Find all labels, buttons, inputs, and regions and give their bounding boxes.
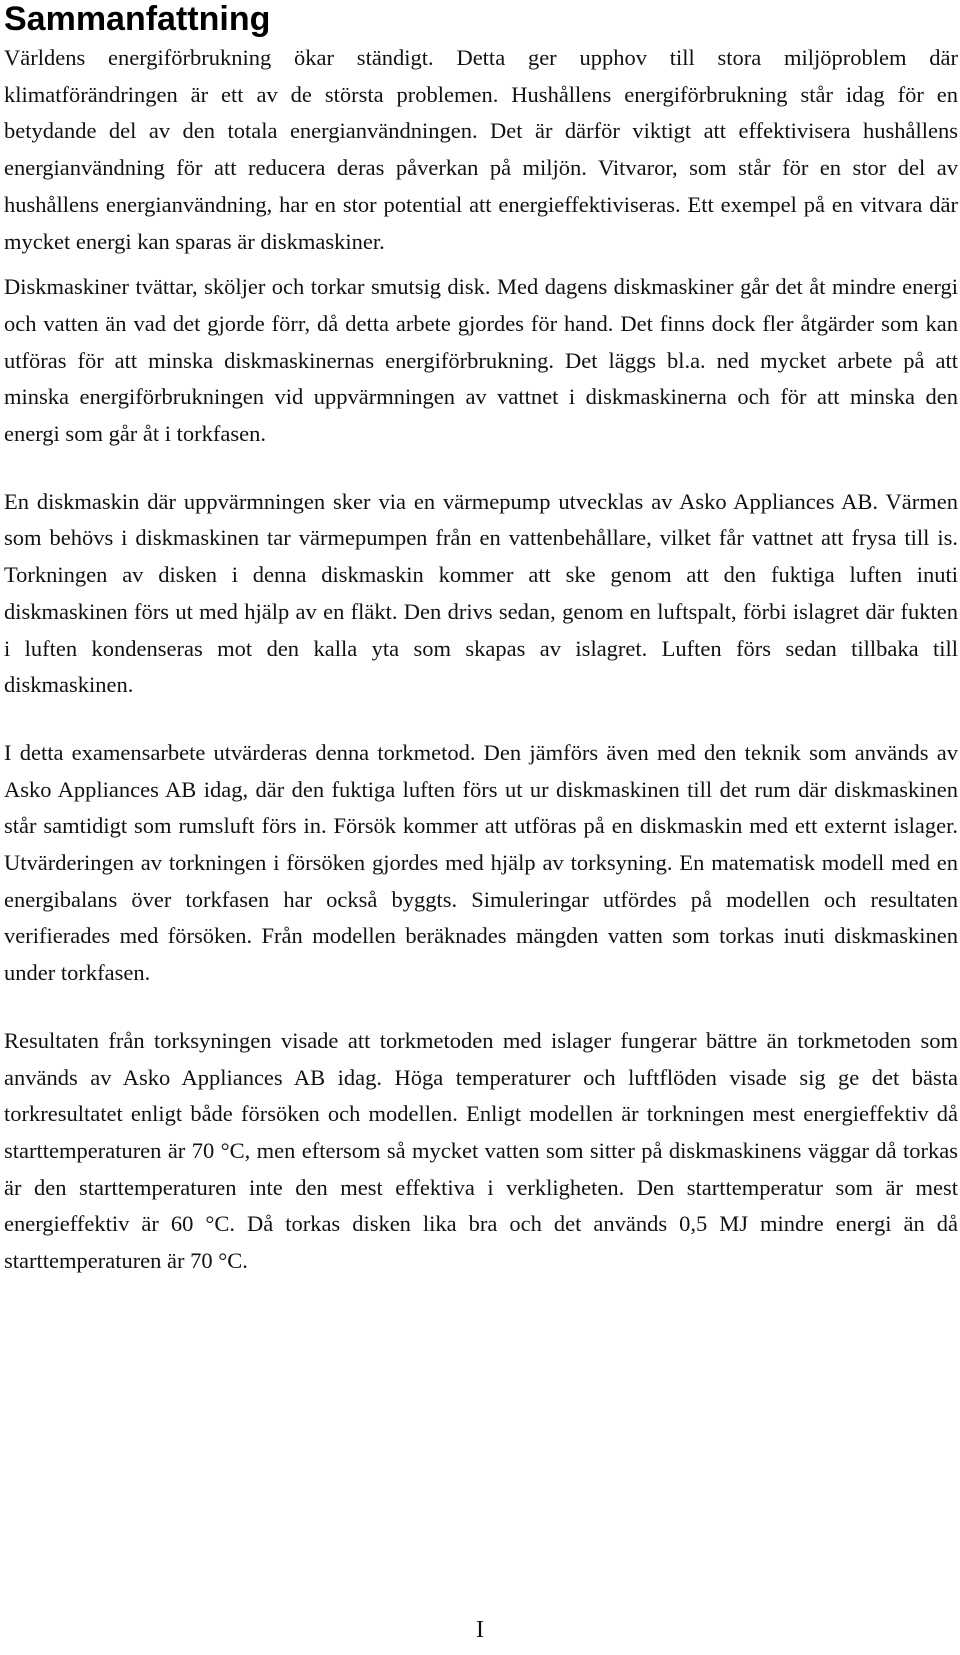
page-number: I	[476, 1617, 484, 1643]
paragraph-5: Resultaten från torksyningen visade att torkmetoden med islager fungerar bättre än torkmetoden som används av Asko Appliances AB idag. Höga temperaturer och luftflöden visade sig ge det bästa torkresultatet enligt både försöken och modellen. Enligt modellen är torkningen mest energieffektiv då starttemperaturen är 70 °C, men eftersom så mycket vatten som sitter på diskmaskinens väggar då torkas är den starttemperaturen inte den mest effektiva i verkligheten. Den starttemperatur som är mest energieffektiv är 60 °C. Då torkas disken lika bra och det används 0,5 MJ mindre energi än då starttemperaturen är 70 °C.	[4, 1027, 958, 1274]
paragraph-spacer	[4, 704, 958, 735]
summary-body	[4, 40, 958, 1280]
paragraph-spacer	[4, 453, 958, 484]
paragraph-spacer	[4, 992, 958, 1023]
paragraph-2: Diskmaskiner tvättar, sköljer och torkar smutsig disk. Med dagens diskmaskiner går det åt mindre energi och vatten än vad det gjorde förr, då detta arbete gjordes för hand. Det finns dock fler åtgärder som kan utföras för att minska diskmaskinernas energiförbrukning. Det läggs bl.a. ned mycket arbete på att minska energiförbrukningen vid uppvärmningen av vattnet i diskmaskinerna och för att minska den energi som går åt i torkfasen.	[4, 274, 958, 447]
paragraph-4: I detta examensarbete utvärderas denna torkmetod. Den jämförs även med den teknik som används av Asko Appliances AB idag, där den fuktiga luften förs ut ur diskmaskinen till det rum där diskmaskinen står samtidigt som rumsluft förs in. Försök kommer att utföras på en diskmaskin med ett externt islager. Utvärderingen av torkningen i försöken gjordes med hjälp av torksyning. En matematisk modell med en energibalans över torkfasen har också byggts. Simuleringar utfördes på modellen och resultaten verifierades med försöken. Från modellen beräknades mängden vatten som torkas inuti diskmaskinen under torkfasen.	[4, 739, 958, 986]
paragraph-3: En diskmaskin där uppvärmningen sker via en värmepump utvecklas av Asko Appliances AB. Värmen som behövs i diskmaskinen tar värmepumpen från en vattenbehållare, vilket får vattnet att frysa till is. Torkningen av disken i denna diskmaskin kommer att ske genom att den fuktiga luften inuti diskmaskinen förs ut med hjälp av en fläkt. Den drivs sedan, genom en luftspalt, förbi islagret där fukten i luften kondenseras mot den kalla yta som skapas av islagret. Luften förs sedan tillbaka till diskmaskinen.	[4, 488, 958, 698]
paragraph-spacer	[4, 260, 958, 269]
paragraph-1: Världens energiförbrukning ökar ständigt. Detta ger upphov till stora miljöproblem där klimatförändringen är ett av de största problemen. Hushållens energiförbrukning står idag för en betydande del av den totala energianvändningen. Det är därför viktigt att effektivisera hushållens energianvändning för att reducera deras påverkan på miljön. Vitvaror, som står för en stor del av hushållens energianvändning, har en stor potential att energieffektiviseras. Ett exempel på en vitvara där mycket energi kan sparas är diskmaskiner.	[4, 45, 958, 254]
page-title: Sammanfattning	[4, 0, 271, 38]
